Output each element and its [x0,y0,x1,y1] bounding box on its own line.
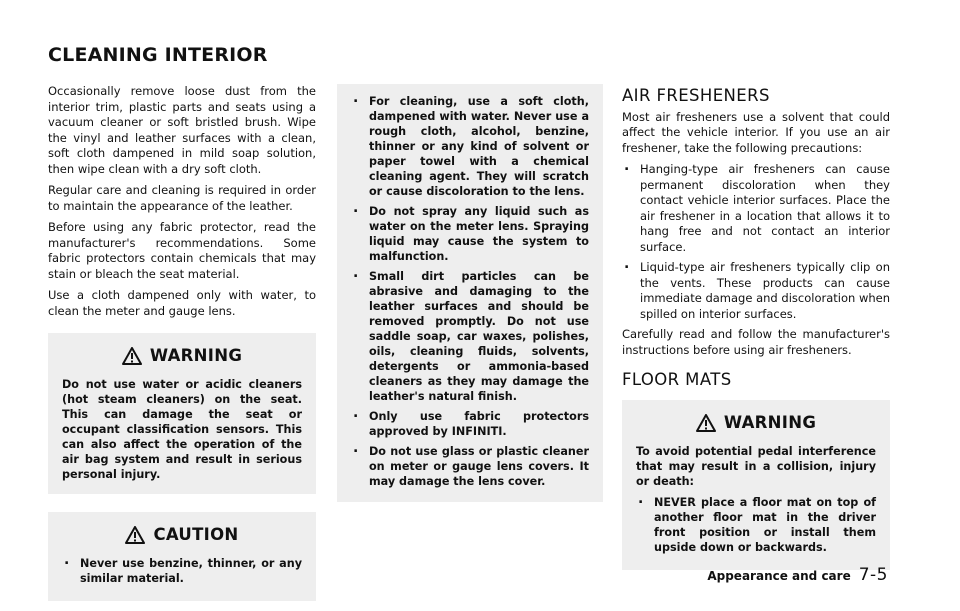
warning-icon [125,526,145,544]
column-2 [337,84,603,502]
paragraph: Use a cloth dampened only with water, to clean the meter and gauge lens. [48,288,316,318]
list-item: . Never use benzine, thinner, or any similar material. [62,556,302,586]
warning-continued-list [351,94,589,489]
warning-title: WARNING [723,412,817,432]
list-item: . For cleaning, use a soft cloth, dampened with water. Never use a rough cloth, alcohol, benzine, thinner or any kind of solvent or paper towel with a chemical cleaning agent. They will scratch or cause discoloration to the lens. [351,94,589,199]
paragraph: Occasionally remove loose dust from the interior trim, plastic parts and seats using a vacuum cleaner or soft bristled brush. Wipe the vinyl and leather surfaces with a clean, soft cloth dampened in mild soap solution, then wipe clean with a dry soft cloth. [48,84,316,176]
page-title: CLEANING INTERIOR [48,44,268,66]
warning-continued-box [337,84,603,502]
paragraph: Most air fresheners use a solvent that could affect the vehicle interior. If you use an air freshener, take the following precautions: [622,109,890,155]
warning-icon [696,414,716,432]
caution-list [62,556,302,586]
list-item: . Small dirt particles can be abrasive and damaging to the leather surfaces and should be removed promptly. Do not use saddle soap, car waxes, polishes, oils, cleaning fluids, solvents, detergents or ammonia-based cleaners as they may damage the leather's natural finish. [351,269,589,404]
column-3 [622,88,890,570]
section-heading-air-fresheners: AIR FRESHENERS [622,86,770,105]
air-freshener-list [622,162,890,322]
warning-header [62,347,302,365]
list-item: . Do not use glass or plastic cleaner on meter or gauge lens covers. It may damage the lens cover. [351,444,589,489]
caution-box [48,512,316,601]
warning-list [636,495,876,555]
warning-text: To avoid potential pedal interference that may result in a collision, injury or death: [636,444,876,488]
warning-icon [122,347,142,365]
page-footer [707,565,888,585]
warning-title: WARNING [149,346,243,366]
paragraph: Carefully read and follow the manufacturer's instructions before using air fresheners. [622,327,890,357]
section-heading-floor-mats: FLOOR MATS [622,370,732,389]
warning-text: Do not use water or acidic cleaners (hot steam cleaners) on the seat. This can damage the seat or occupant classification sensors. This can also affect the operation of the air bag system and result in serious personal injury. [62,378,302,481]
caution-header [62,526,302,544]
list-item: . Hanging-type air fresheners can cause permanent discoloration when they contact vehicle interior surfaces. Place the air freshener in a location that allows it to hang free and not contact an interior surface. [622,162,890,255]
warning-header [636,414,876,432]
caution-title: CAUTION [153,525,239,545]
list-item: . NEVER place a floor mat on top of another floor mat in the driver front position or install them upside down or backwards. [636,495,876,555]
paragraph: Regular care and cleaning is required in order to maintain the appearance of the leather. [48,183,316,213]
column-1 [48,84,316,601]
warning-box [622,400,890,570]
page-number: 7-5 [858,565,888,585]
footer-section-name: Appearance and care [707,569,851,583]
list-item: . Do not spray any liquid such as water on the meter lens. Spraying liquid may cause the system to malfunction. [351,204,589,264]
list-item: . Liquid-type air fresheners typically clip on the vents. These products can cause immediate damage and discoloration when spilled on interior surfaces. [622,260,890,322]
list-item: . Only use fabric protectors approved by INFINITI. [351,409,589,439]
paragraph: Before using any fabric protector, read the manufacturer's recommendations. Some fabric protectors contain chemicals that may stain or bleach the seat material. [48,220,316,281]
warning-box [48,333,316,494]
